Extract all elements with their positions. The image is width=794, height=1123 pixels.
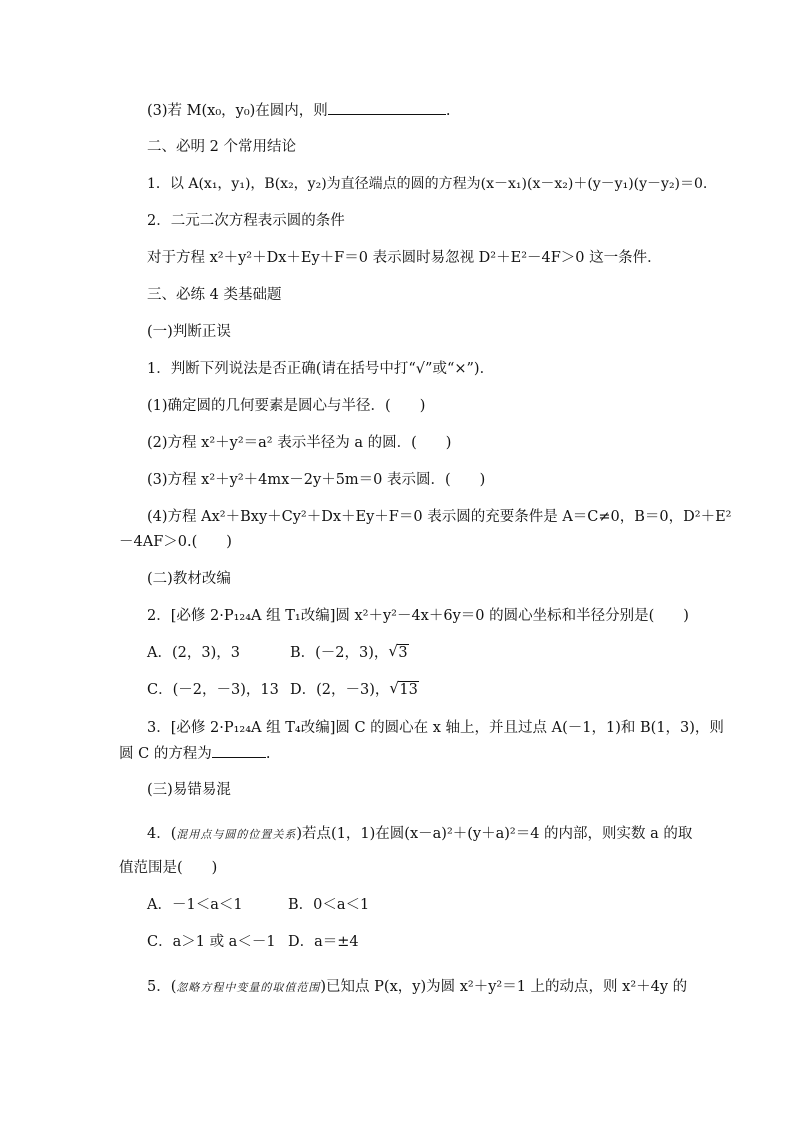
- radicand: 13: [399, 682, 418, 698]
- error-type-note: 忽略方程中变量的取值范围: [176, 981, 321, 994]
- question-2-option-d: [290, 680, 419, 700]
- sqrt-symbol: [388, 643, 408, 663]
- radicand: 3: [398, 645, 408, 661]
- conclusion-2-detail: 对于方程 x²＋y²＋Dx＋Ey＋F＝0 表示圆时易忽视 D²＋E²－4F＞0 这一条件．: [147, 250, 662, 266]
- sqrt-symbol: [389, 680, 418, 700]
- question-4-cont: 值范围是( ): [119, 860, 218, 876]
- subsection-true-false: (一)判断正误: [147, 324, 231, 340]
- text: .: [265, 746, 271, 762]
- question-3-cont: [119, 743, 270, 764]
- question-2-option-c: C．(－2，－3)，13: [147, 682, 279, 698]
- answer-blank: [212, 743, 266, 758]
- section-heading-conclusions: 二、必明 2 个常用结论: [147, 139, 296, 155]
- question-1-part-2: (2)方程 x²＋y²＝a² 表示半径为 a 的圆．( ): [147, 435, 452, 451]
- conclusion-1: 1．以 A(x₁，y₁)，B(x₂，y₂)为直径端点的圆的方程为(x－x₁)(x－x₂)＋(y－y₁)(y－y₂)＝0.: [147, 176, 708, 192]
- question-3: 3．[必修 2·P₁₂₄A 组 T₄改编]圆 C 的圆心在 x 轴上，并且过点 A(－1，1)和 B(1，3)，则: [147, 720, 724, 736]
- question-1-part-1: (1)确定圆的几何要素是圆心与半径．( ): [147, 398, 426, 414]
- error-type-note: 混用点与圆的位置关系: [176, 828, 297, 841]
- text: D．(2，－3)，: [290, 682, 390, 698]
- question-2: 2．[必修 2·P₁₂₄A 组 T₁改编]圆 x²＋y²－4x＋6y＝0 的圆心坐标和半径分别是( ): [147, 608, 689, 624]
- question-1-part-4: (4)方程 Ax²＋Bxy＋Cy²＋Dx＋Ey＋F＝0 表示圆的充要条件是 A＝C≠0，B＝0，D²＋E²: [147, 509, 732, 525]
- question-2-option-b: [290, 643, 409, 663]
- question-1: 1．判断下列说法是否正确(请在括号中打“√”或“×”)．: [147, 361, 495, 377]
- text: B．(－2，3)，: [290, 645, 389, 661]
- text: )已知点 P(x，y)为圆 x²＋y²＝1 上的动点，则 x²＋4y 的: [320, 979, 688, 995]
- question-1-part-3: (3)方程 x²＋y²＋4mx－2y＋5m＝0 表示圆．( ): [147, 472, 486, 488]
- question-1-part-4-cont: －4AF＞0.( ): [119, 534, 232, 550]
- subsection-textbook: (二)教材改编: [147, 571, 231, 587]
- answer-blank: [328, 100, 446, 115]
- text: 圆 C 的方程为: [119, 746, 212, 762]
- text: .: [445, 103, 451, 119]
- question-4-option-c: C．a＞1 或 a＜－1: [147, 934, 276, 950]
- question-4-option-a: A．－1＜a＜1: [147, 897, 243, 913]
- question-4: [147, 824, 692, 845]
- text: 5．(: [147, 979, 177, 995]
- text: 4．(: [147, 826, 177, 842]
- text: )若点(1，1)在圆(x－a)²＋(y＋a)²＝4 的内部，则实数 a 的取: [296, 826, 693, 842]
- item-3-inside-circle: [147, 100, 450, 121]
- subsection-common-errors: (三)易错易混: [147, 782, 231, 798]
- conclusion-2: 2．二元二次方程表示圆的条件: [147, 213, 345, 229]
- section-heading-exercises: 三、必练 4 类基础题: [147, 287, 282, 303]
- question-4-option-b: B．0＜a＜1: [288, 897, 370, 913]
- question-4-option-d: D．a＝±4: [288, 934, 359, 950]
- text: (3)若 M(x₀，y₀)在圆内，则: [147, 103, 328, 119]
- question-5: [147, 977, 687, 998]
- question-2-option-a: A．(2，3)，3: [147, 645, 240, 661]
